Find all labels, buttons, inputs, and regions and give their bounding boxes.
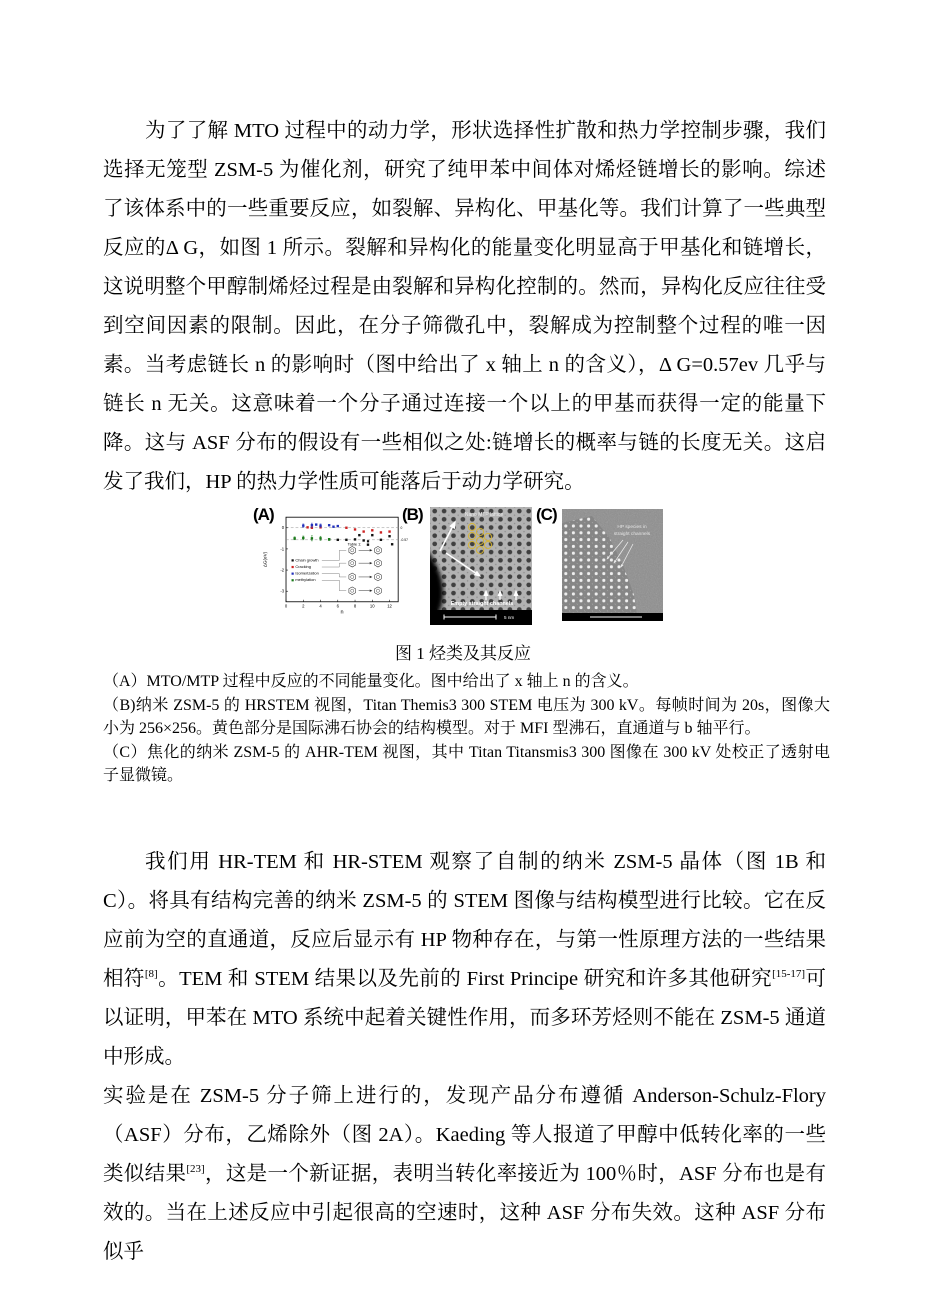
svg-text:-1: -1 (280, 546, 285, 552)
svg-text:0: 0 (400, 526, 403, 531)
svg-text:6: 6 (336, 603, 339, 609)
paragraph2-text: 可以证明，甲苯在 MTO 系统中起着关键性作用，而多环芳烃则不能在 ZSM-5 通道中形成。 (103, 968, 827, 1068)
svg-text:Isomerization: Isomerization (295, 570, 319, 576)
panel-b-bottom-label: Empty straight channels (450, 601, 514, 607)
figure-caption-title: 图 1 烃类及其反应 (395, 644, 531, 663)
caption-item-c: （C）焦化的纳米 ZSM-5 的 AHR-TEM 视图，其中 Titan Titansmis3 300 图像在 300 kV 处校正了透射电子显微镜。 (103, 743, 830, 784)
paragraph-asf-distribution (103, 1077, 826, 1272)
svg-text:-3: -3 (280, 588, 285, 594)
caption-item-a: （A）MTO/MTP 过程中反应的不同能量变化。图中给出了 x 轴上 n 的含义。 (103, 673, 639, 690)
panel-a-label: (A) (253, 505, 274, 524)
svg-text:10: 10 (369, 603, 375, 609)
svg-text:ΔG(eV): ΔG(eV) (262, 551, 268, 568)
panel-b-label: (B) (402, 505, 423, 524)
panel-c-label-line2: straight channels (613, 532, 651, 537)
panel-a-energy-chart (260, 508, 415, 622)
svg-text:methylation: methylation (295, 577, 316, 583)
scale-bar-label: 5 nm (504, 615, 515, 620)
svg-text:4: 4 (319, 603, 322, 609)
svg-text:n: n (340, 609, 344, 616)
paragraph3-text: 实验是在 ZSM-5 分子筛上进行的，发现产品分布遵循 Anderson-Schulz-Flory（ASF）分布，乙烯除外（图 2A）。Kaeding 等人报道了甲醇中低转化率的一些类似结果 (103, 1085, 826, 1185)
svg-text:12: 12 (387, 603, 392, 609)
svg-text:2: 2 (302, 603, 305, 609)
panel-c-label-line1: HP species in (617, 525, 647, 530)
panel-b-hrstem-image (430, 507, 532, 625)
panel-c-label: (C) (536, 505, 557, 524)
citation-ref: [23] (186, 1163, 205, 1176)
panel-c-ahrtem-image (562, 509, 663, 621)
svg-text:8: 8 (353, 603, 357, 609)
paragraph2-text: 。TEM 和 STEM 结果以及先前的 First Principe 研究和许多其他研究 (157, 968, 773, 990)
svg-text:Chain growth: Chain growth (295, 557, 319, 563)
paragraph-mto-kinetics: 为了了解 MTO 过程中的动力学，形状选择性扩散和热力学控制步骤，我们选择无笼型 ZSM-5 为催化剂，研究了纯甲苯中间体对烯烃链增长的影响。综述了该体系中的一些重要反应，如裂解、异构化、甲基化等。我们计算了一些典型反应的Δ G，如图 1 所示。裂解和异构化的能量变化明显高于甲基化和链增长，这说明整个甲醇制烯烃过程是由裂解和异构化控制的。然而，异构化反应往往受到空间因素的限制。因此，在分子筛微孔中，裂解成为控制整个过程的唯一因素。当考虑链长 n 的影响时（图中给出了 x 轴上 n 的含义），Δ G=0.57ev 几乎与链长 n 无关。这意味着一个分子通过连接一个以上的甲基而获得一定的能量下降。这与 ASF 分布的假设有一些相似之处:链增长的概率与链的长度无关。这启发了我们，HP 的热力学性质可能落后于动力学研究。 (103, 120, 826, 493)
caption-item-b: （B)纳米 ZSM-5 的 HRSTEM 视图，Titan Themis3 300 STEM 电压为 300 kV。每帧时间为 20s，图像大小为 256×256。黄色部分是国际沸石协会的结构模型。对于 MFI 型沸石，直通道与 b 轴平行。 (103, 696, 830, 737)
body-text-block (103, 843, 826, 1272)
paragraph-hrtem-observation (103, 843, 826, 1077)
svg-text:-0.57: -0.57 (400, 538, 408, 543)
svg-text:0: 0 (284, 603, 288, 609)
svg-text:Cracking: Cracking (295, 563, 311, 569)
svg-text:0: 0 (281, 525, 285, 531)
svg-text:-2: -2 (280, 567, 285, 573)
figure-1 (244, 502, 684, 636)
image-noise (430, 507, 532, 610)
panel-b-top-label: Nano MTP lattice (464, 512, 504, 518)
paragraph3-text: ，这是一个新证据，表明当转化率接近为 100％时，ASF 分布也是有效的。当在上述反应中引起很高的空速时，这种 ASF 分布失效。这种 ASF 分布似乎 (103, 1163, 826, 1263)
paragraph2-text: 我们用 HR-TEM 和 HR-STEM 观察了自制的纳米 ZSM-5 晶体（图 1B 和 C）。将具有结构完善的纳米 ZSM-5 的 STEM 图像与结构模型进行比较。它在反应前为空的直通道，反应后显示有 HP 物种存在，与第一性原理方法的一些结果相符 (103, 851, 826, 990)
figure-caption (103, 670, 830, 788)
svg-text:Table 1:: Table 1: (347, 541, 362, 547)
citation-ref: [15-17] (772, 968, 806, 981)
citation-ref: [8] (144, 968, 158, 981)
